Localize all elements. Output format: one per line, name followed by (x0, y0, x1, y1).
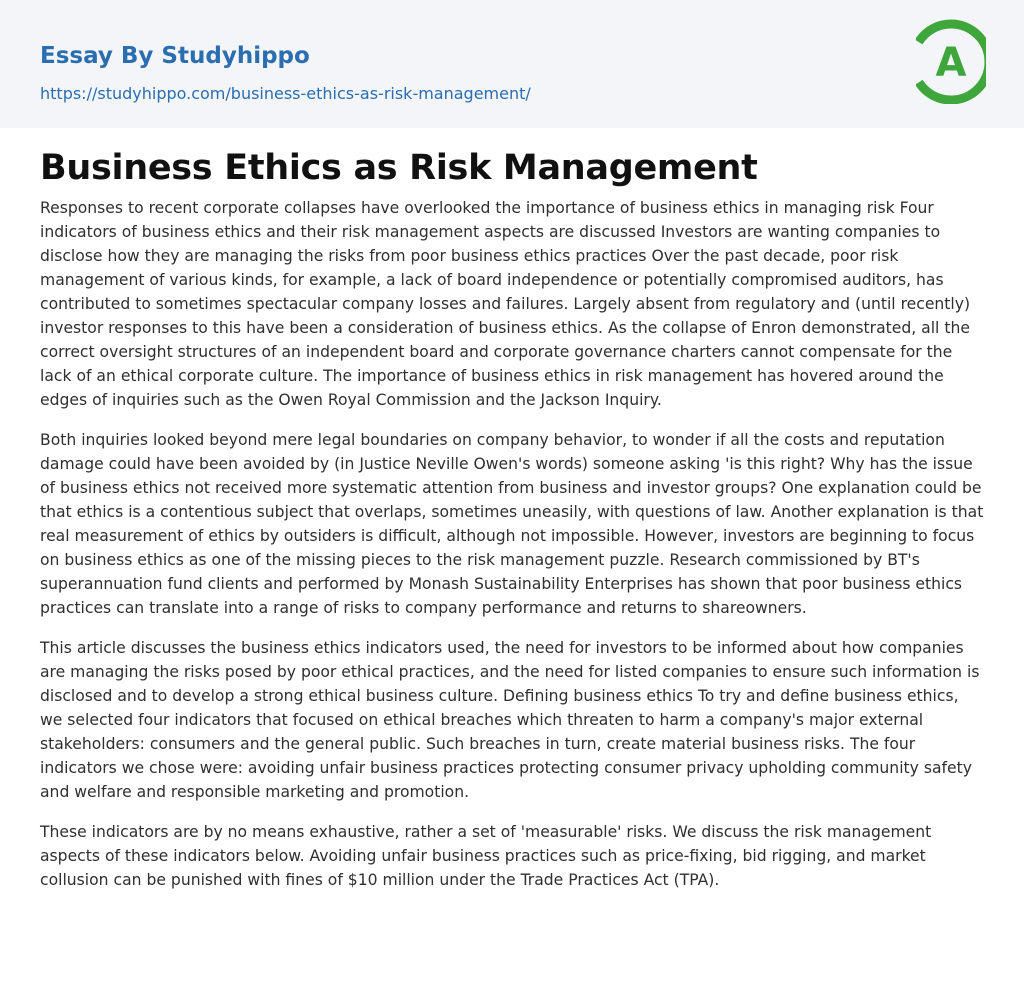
logo-letter: A (935, 40, 967, 86)
article (0, 146, 1024, 892)
article-paragraph-1: Responses to recent corporate collapses have overlooked the importance of business ethics in managing risk Four indicators of business ethics and their risk management aspects are discussed Investors are wanting companies to disclose how they are managing the risks from poor business ethics practices Over the past decade, poor risk management of various kinds, for example, a lack of board independence or potentially compromised auditors, has contributed to sometimes spectacular company losses and failures. Largely absent from regulatory and (until recently) investor responses to this have been a consideration of business ethics. As the collapse of Enron demonstrated, all the correct oversight structures of an independent board and corporate governance charters cannot compensate for the lack of an ethical corporate culture. The importance of business ethics in risk management has hovered around the edges of inquiries such as the Owen Royal Commission and the Jackson Inquiry. (40, 199, 971, 409)
article-title: Business Ethics as Risk Management (40, 148, 758, 188)
brand-title[interactable]: Essay By Studyhippo (40, 43, 310, 69)
site-header (0, 0, 1024, 128)
article-paragraph-2: Both inquiries looked beyond mere legal boundaries on company behavior, to wonder if all the costs and reputation damage could have been avoided by (in Justice Neville Owen's words) someone asking 'is this right? Why has the issue of business ethics not received more systematic attention from business and investor groups? One explanation could be that ethics is a contentious subject that overlaps, sometimes uneasily, with questions of law. Another explanation is that real measurement of ethics by outsiders is difficult, although not impossible. However, investors are beginning to focus on business ethics as one of the missing pieces to the risk management puzzle. Research commissioned by BT's superannuation fund clients and performed by Monash Sustainability Enterprises has shown that poor business ethics practices can translate into a range of risks to company performance and returns to shareowners. (40, 431, 984, 617)
article-paragraph-3: This article discusses the business ethics indicators used, the need for investors to be informed about how companies are managing the risks posed by poor ethical practices, and the need for listed companies to ensure such information is disclosed and to develop a strong ethical business culture. Defining business ethics To try and define business ethics, we selected four indicators that focused on ethical breaches which threaten to harm a company's major external stakeholders: consumers and the general public. Such breaches in turn, create material business risks. The four indicators we chose were: avoiding unfair business practices protecting consumer privacy upholding community safety and welfare and responsible marketing and promotion. (40, 639, 980, 801)
essay-url-link[interactable]: https://studyhippo.com/business-ethics-as-risk-management/ (40, 84, 531, 103)
studyhippo-logo[interactable] (916, 18, 986, 104)
logo-icon (916, 18, 986, 104)
article-paragraph-4: These indicators are by no means exhaustive, rather a set of 'measurable' risks. We discuss the risk management aspects of these indicators below. Avoiding unfair business practices such as price-fixing, bid rigging, and market collusion can be punished with fines of $10 million under the Trade Practices Act (TPA). (40, 823, 932, 889)
